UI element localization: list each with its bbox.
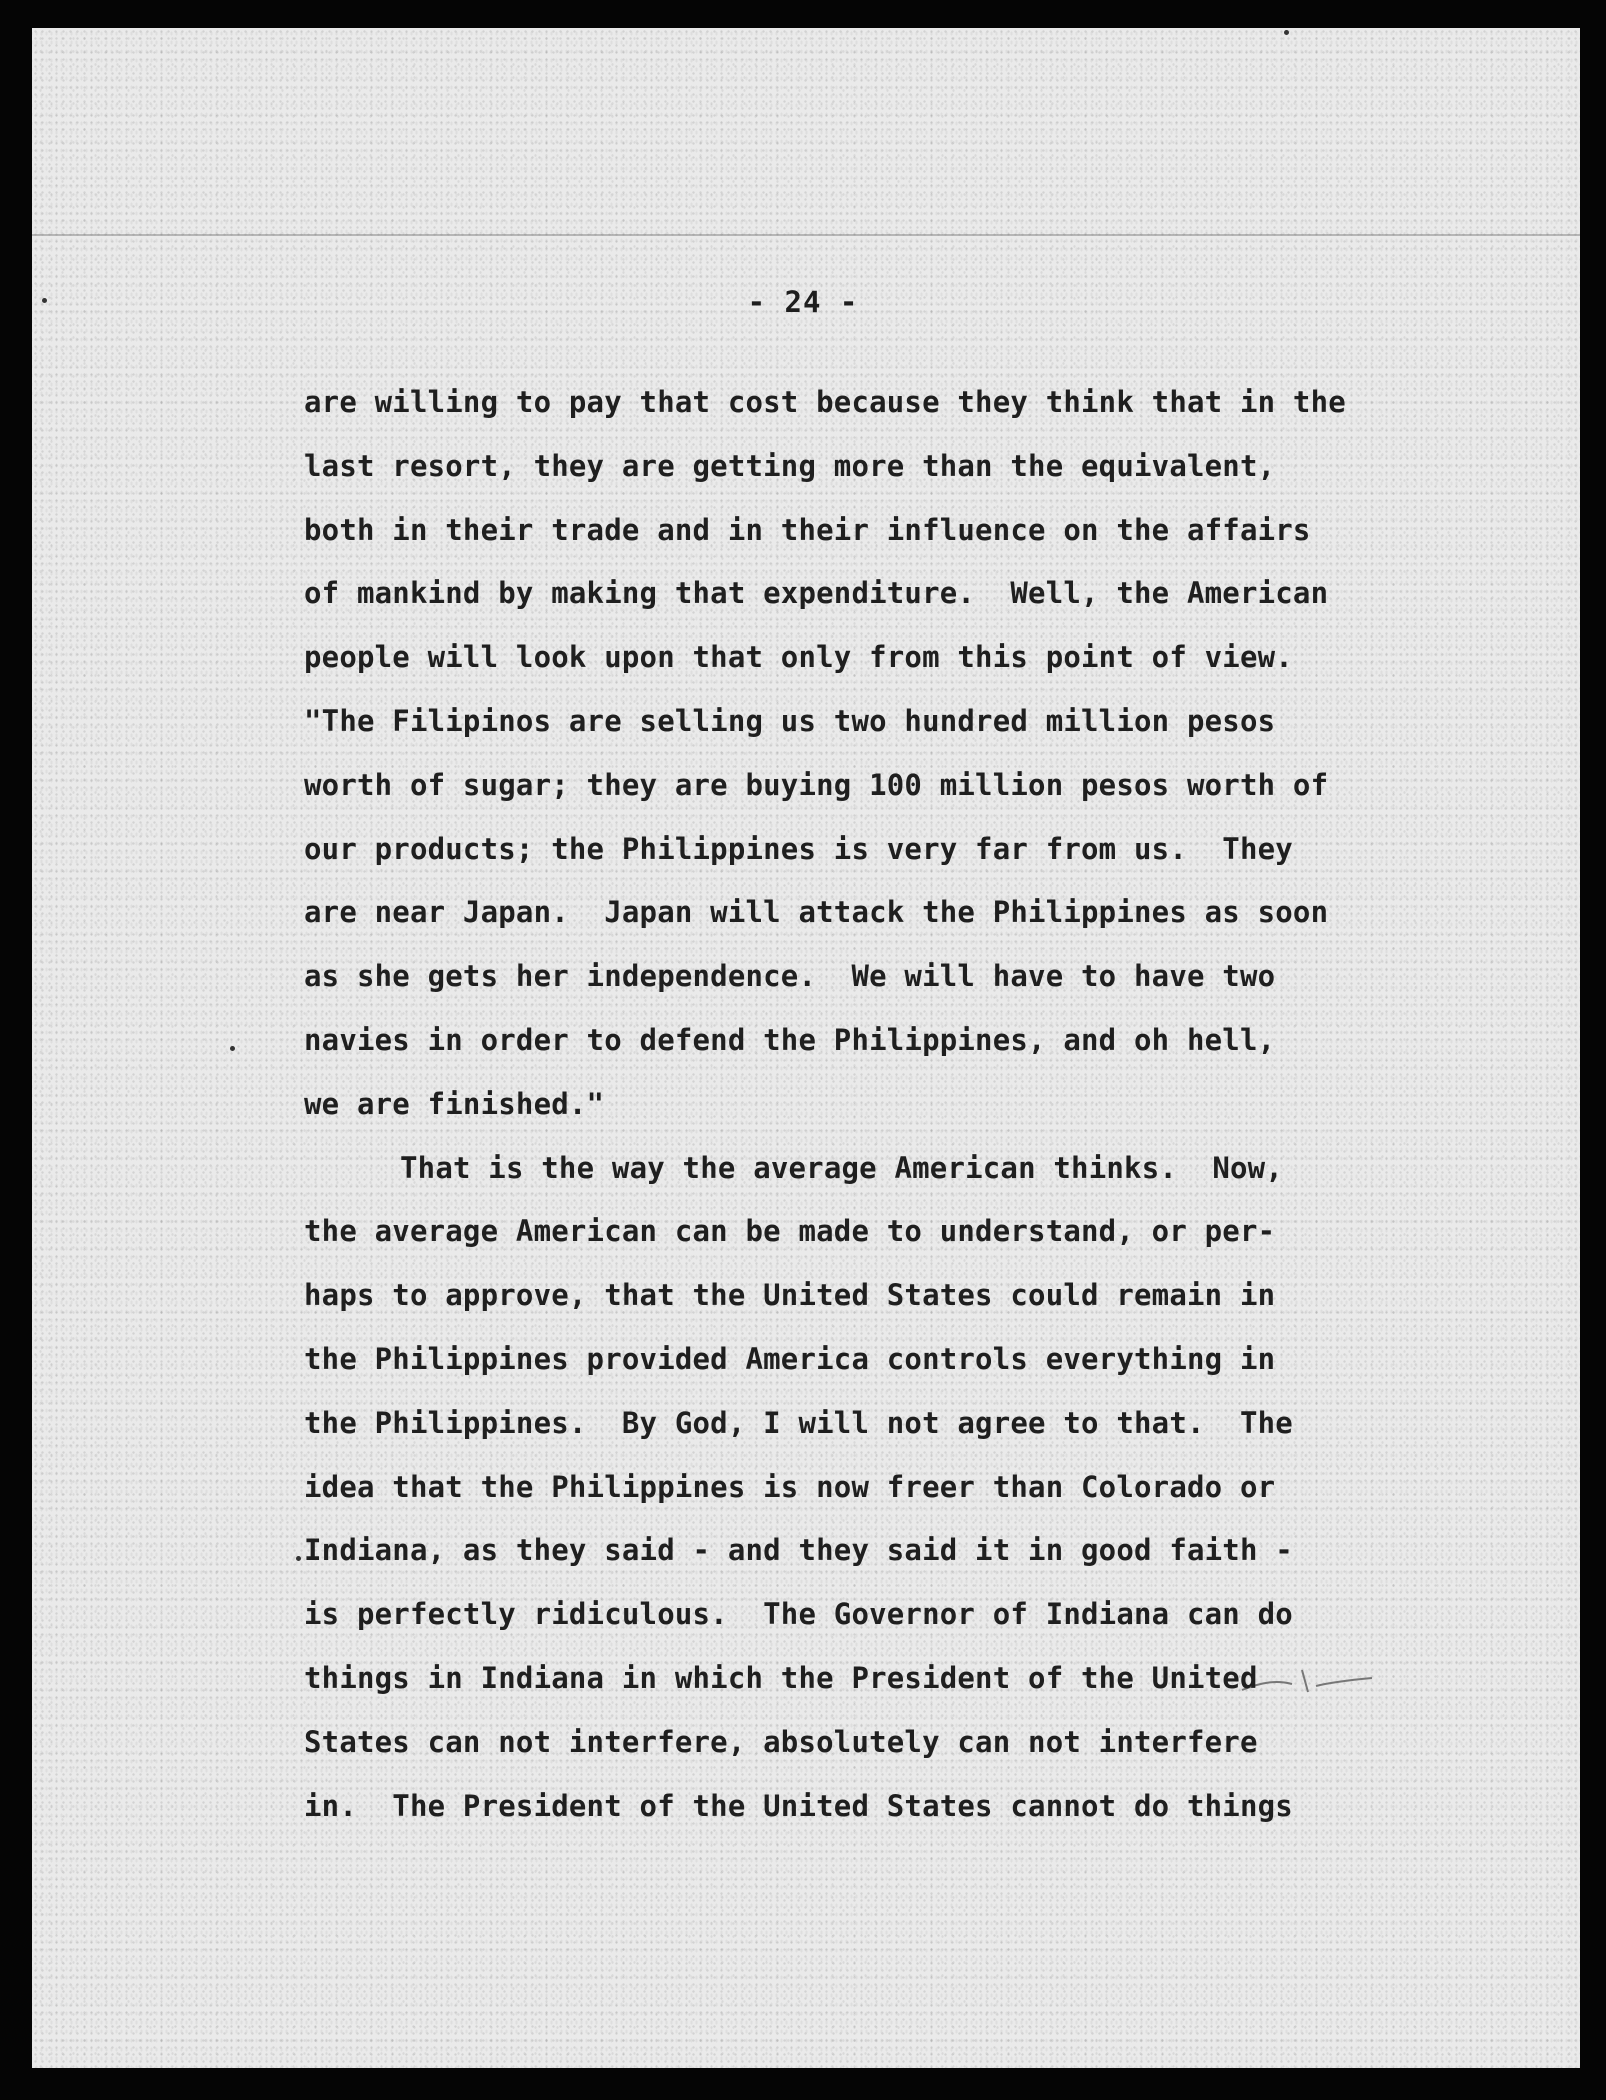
text-line: idea that the Philippines is now freer than Colorado or <box>304 1469 1276 1504</box>
text-line: the Philippines provided America controls everything in <box>304 1341 1276 1376</box>
paragraph-start-line: That is the way the average American thinks. Now, <box>400 1150 1283 1185</box>
text-line: we are finished." <box>304 1086 605 1121</box>
text-line: Indiana, as they said - and they said it in good faith - <box>304 1533 1293 1568</box>
text-line: are willing to pay that cost because they think that in the <box>304 385 1346 419</box>
text-line: our products; the Philippines is very far from us. They <box>304 831 1293 866</box>
text-line: States can not interfere, absolutely can not interfere <box>304 1724 1258 1759</box>
text-line: haps to approve, that the United States could remain in <box>304 1278 1276 1313</box>
text-line: of mankind by making that expenditure. Well, the American <box>304 576 1329 611</box>
text-line: the average American can be made to understand, or per- <box>304 1214 1276 1249</box>
text-line: is perfectly ridiculous. The Governor of Indiana can do <box>304 1597 1293 1632</box>
page-number: - 24 - <box>747 285 859 319</box>
text-line: both in their trade and in their influence on the affairs <box>304 512 1311 547</box>
text-line: people will look upon that only from this point of view. <box>304 640 1293 675</box>
paper-fold-line <box>32 234 1580 236</box>
text-line: are near Japan. Japan will attack the Philippines as soon <box>304 895 1329 930</box>
speck-mark <box>1284 30 1289 35</box>
text-line: in. The President of the United States cannot do things <box>304 1788 1293 1823</box>
speck-mark <box>230 1046 235 1051</box>
speck-mark <box>296 1556 301 1561</box>
text-line: the Philippines. By God, I will not agree to that. The <box>304 1405 1293 1440</box>
text-line: things in Indiana in which the President of the United <box>304 1660 1258 1695</box>
document-body <box>304 371 1464 1838</box>
text-line: "The Filipinos are selling us two hundred million pesos <box>304 703 1276 738</box>
text-line: as she gets her independence. We will have to have two <box>304 959 1276 994</box>
text-line: navies in order to defend the Philippines, and oh hell, <box>304 1022 1276 1057</box>
text-line: last resort, they are getting more than the equivalent, <box>304 448 1276 483</box>
text-line: worth of sugar; they are buying 100 million pesos worth of <box>304 767 1329 802</box>
